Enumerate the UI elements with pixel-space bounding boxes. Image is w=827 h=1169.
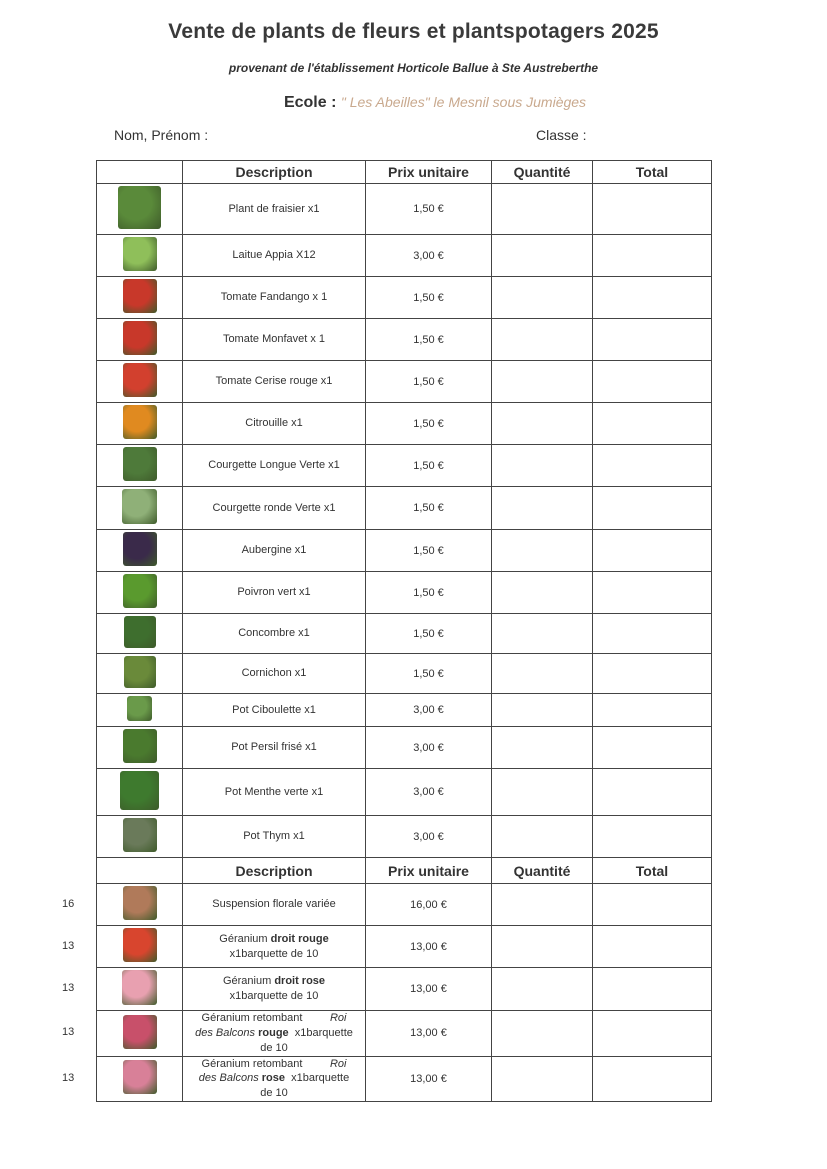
header-price: Prix unitaire <box>366 161 492 184</box>
table-row <box>97 319 712 361</box>
lettuce-icon <box>123 237 157 271</box>
product-image-cell <box>97 614 183 654</box>
product-description: Pot Thym x1 <box>183 816 366 858</box>
product-description: Citrouille x1 <box>183 403 366 445</box>
table-row <box>97 654 712 694</box>
product-image-cell <box>97 277 183 319</box>
header-description: Description <box>183 858 366 884</box>
product-description: Pot Persil frisé x1 <box>183 727 366 769</box>
product-price: 3,00 € <box>366 769 492 816</box>
product-price: 13,00 € <box>366 968 492 1011</box>
product-description: Courgette Longue Verte x1 <box>183 445 366 487</box>
total-cell <box>593 614 712 654</box>
product-price: 1,50 € <box>366 361 492 403</box>
trailing-pink-geranium-icon <box>123 1060 157 1094</box>
subtitle: provenant de l'établissement Horticole Ballue à Ste Austreberthe <box>228 61 599 75</box>
total-cell <box>593 769 712 816</box>
quantity-cell <box>492 694 593 727</box>
product-image-cell <box>97 968 183 1011</box>
product-image-cell <box>97 769 183 816</box>
quantity-cell <box>492 727 593 769</box>
chives-pot-icon <box>127 696 152 721</box>
total-cell <box>593 487 712 530</box>
table-row <box>97 614 712 654</box>
product-price: 3,00 € <box>366 235 492 277</box>
eggplant-icon <box>123 532 157 566</box>
quantity-cell <box>492 235 593 277</box>
school-line <box>0 94 827 112</box>
table-row <box>97 1011 712 1057</box>
class-field-label: Classe : <box>536 127 587 143</box>
product-description: Plant de fraisier x1 <box>183 184 366 235</box>
product-description: Cornichon x1 <box>183 654 366 694</box>
trailing-red-geranium-icon <box>123 1015 157 1049</box>
product-description: Aubergine x1 <box>183 530 366 572</box>
total-cell <box>593 361 712 403</box>
header-quantity: Quantité <box>492 858 593 884</box>
total-cell <box>593 1011 712 1057</box>
product-image-cell <box>97 445 183 487</box>
total-cell <box>593 1056 712 1102</box>
product-price: 1,50 € <box>366 319 492 361</box>
total-cell <box>593 235 712 277</box>
header-row-vegetables <box>97 161 712 184</box>
hanging-flowers-icon <box>123 886 157 920</box>
table-row <box>97 235 712 277</box>
table-row <box>97 361 712 403</box>
product-image-cell <box>97 361 183 403</box>
product-image-cell <box>97 530 183 572</box>
table-row <box>97 727 712 769</box>
table-row <box>97 926 712 968</box>
table-row <box>97 816 712 858</box>
strawberry-plant-icon <box>118 186 161 229</box>
product-price: 3,00 € <box>366 694 492 727</box>
total-cell <box>593 403 712 445</box>
header-total: Total <box>593 161 712 184</box>
total-cell <box>593 184 712 235</box>
product-price: 1,50 € <box>366 445 492 487</box>
product-price: 1,50 € <box>366 614 492 654</box>
school-label: Ecole : <box>283 94 337 111</box>
quantity-cell <box>492 816 593 858</box>
total-cell <box>593 694 712 727</box>
thyme-pot-icon <box>123 818 157 852</box>
round-zucchini-icon <box>122 489 157 524</box>
product-price: 1,50 € <box>366 403 492 445</box>
header-price: Prix unitaire <box>366 858 492 884</box>
product-description: Géranium droit rouge x1barquette de 10 <box>183 926 366 968</box>
header-image-cell <box>97 161 183 184</box>
header-quantity: Quantité <box>492 161 593 184</box>
zucchini-icon <box>123 447 157 481</box>
product-description: Géranium retombant Roi des Balcons rose x1barquette de 10 <box>183 1056 366 1102</box>
product-image-cell <box>97 816 183 858</box>
total-cell <box>593 654 712 694</box>
total-cell <box>593 816 712 858</box>
product-price: 3,00 € <box>366 727 492 769</box>
header-total: Total <box>593 858 712 884</box>
product-image-cell <box>97 403 183 445</box>
quantity-cell <box>492 1011 593 1057</box>
quantity-cell <box>492 445 593 487</box>
total-cell <box>593 884 712 926</box>
table-row <box>97 968 712 1011</box>
table-row <box>97 572 712 614</box>
product-image-cell <box>97 487 183 530</box>
total-cell <box>593 727 712 769</box>
quantity-cell <box>492 403 593 445</box>
product-image-cell <box>97 1011 183 1057</box>
product-description: Géranium retombant Roi des Balcons rouge x1barquette de 10 <box>183 1011 366 1057</box>
table-row <box>97 769 712 816</box>
product-description: Pot Menthe verte x1 <box>183 769 366 816</box>
product-image-cell <box>97 884 183 926</box>
product-price: 13,00 € <box>366 1056 492 1102</box>
product-description: Pot Ciboulette x1 <box>183 694 366 727</box>
quantity-cell <box>492 654 593 694</box>
product-price: 1,50 € <box>366 530 492 572</box>
product-image-cell <box>97 926 183 968</box>
red-geranium-icon <box>123 928 157 962</box>
product-image-cell <box>97 727 183 769</box>
table-row <box>97 445 712 487</box>
product-image-cell <box>97 235 183 277</box>
product-price: 1,50 € <box>366 184 492 235</box>
table-row <box>97 403 712 445</box>
product-description: Courgette ronde Verte x1 <box>183 487 366 530</box>
tomato-icon <box>123 279 157 313</box>
product-image-cell <box>97 1056 183 1102</box>
product-description: Tomate Fandango x 1 <box>183 277 366 319</box>
product-description: Poivron vert x1 <box>183 572 366 614</box>
mint-pot-icon <box>120 771 159 810</box>
product-price: 1,50 € <box>366 277 492 319</box>
total-cell <box>593 572 712 614</box>
table-row <box>97 487 712 530</box>
product-description: Tomate Cerise rouge x1 <box>183 361 366 403</box>
total-cell <box>593 277 712 319</box>
pink-geranium-icon <box>122 970 157 1005</box>
quantity-cell <box>492 530 593 572</box>
tomato-icon <box>123 321 157 355</box>
product-price: 1,50 € <box>366 654 492 694</box>
row-number-label: 16 <box>62 898 75 910</box>
product-description: Géranium droit rose x1barquette de 10 <box>183 968 366 1011</box>
product-image-cell <box>97 184 183 235</box>
product-image-cell <box>97 572 183 614</box>
table-row <box>97 1056 712 1102</box>
quantity-cell <box>492 884 593 926</box>
quantity-cell <box>492 968 593 1011</box>
gherkin-icon <box>124 656 156 688</box>
parsley-pot-icon <box>123 729 157 763</box>
cucumber-icon <box>124 616 156 648</box>
product-price: 13,00 € <box>366 926 492 968</box>
product-image-cell <box>97 654 183 694</box>
row-number-label: 13 <box>62 1026 75 1038</box>
table-row <box>97 884 712 926</box>
table-row <box>97 184 712 235</box>
table-row <box>97 694 712 727</box>
quantity-cell <box>492 1056 593 1102</box>
row-number-label: 13 <box>62 982 75 994</box>
quantity-cell <box>492 926 593 968</box>
product-image-cell <box>97 694 183 727</box>
product-description: Suspension florale variée <box>183 884 366 926</box>
total-cell <box>593 445 712 487</box>
product-image-cell <box>97 319 183 361</box>
total-cell <box>593 968 712 1011</box>
product-price: 16,00 € <box>366 884 492 926</box>
product-description: Tomate Monfavet x 1 <box>183 319 366 361</box>
quantity-cell <box>492 769 593 816</box>
product-description: Laitue Appia X12 <box>183 235 366 277</box>
quantity-cell <box>492 184 593 235</box>
product-price: 1,50 € <box>366 487 492 530</box>
quantity-cell <box>492 277 593 319</box>
quantity-cell <box>492 572 593 614</box>
product-description: Concombre x1 <box>183 614 366 654</box>
pumpkin-icon <box>123 405 157 439</box>
header-description: Description <box>183 161 366 184</box>
quantity-cell <box>492 319 593 361</box>
school-name: " Les Abeilles" le Mesnil sous Jumièges <box>340 94 587 110</box>
page-title: Vente de plants de fleurs et plantspotagers 2025 <box>168 20 659 43</box>
table-row <box>97 277 712 319</box>
product-price: 1,50 € <box>366 572 492 614</box>
product-price: 3,00 € <box>366 816 492 858</box>
row-number-label: 13 <box>62 940 75 952</box>
quantity-cell <box>492 614 593 654</box>
total-cell <box>593 926 712 968</box>
quantity-cell <box>492 487 593 530</box>
total-cell <box>593 319 712 361</box>
total-cell <box>593 530 712 572</box>
name-field-label: Nom, Prénom : <box>114 127 209 143</box>
cherry-tomato-icon <box>123 363 157 397</box>
header-row-flowers <box>97 858 712 884</box>
header-image-cell <box>97 858 183 884</box>
order-table <box>96 160 712 1102</box>
product-price: 13,00 € <box>366 1011 492 1057</box>
row-number-label: 13 <box>62 1072 75 1084</box>
table-row <box>97 530 712 572</box>
green-pepper-icon <box>123 574 157 608</box>
quantity-cell <box>492 361 593 403</box>
